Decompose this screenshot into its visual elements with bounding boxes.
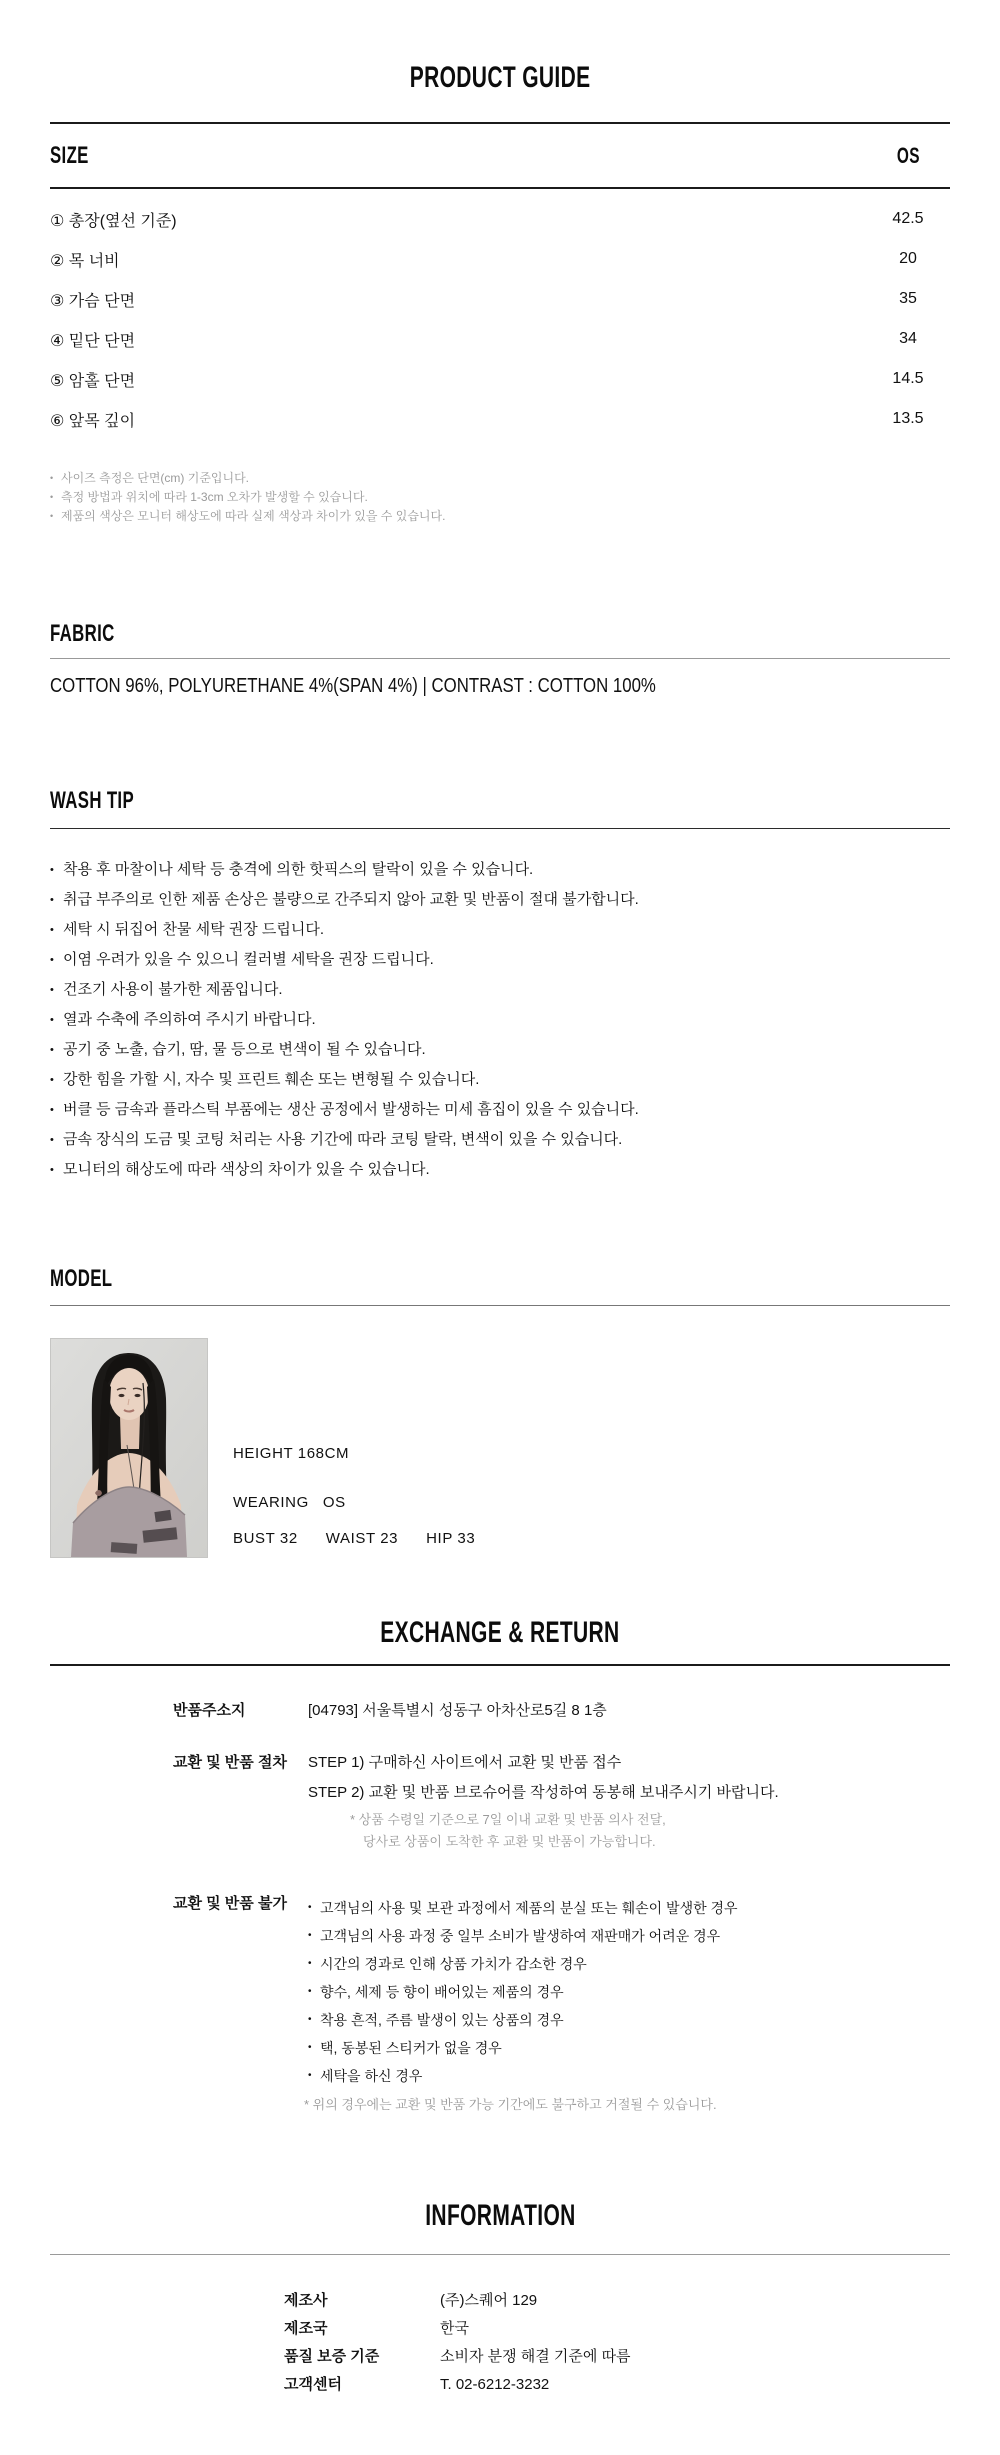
wash-tip-item: • 세탁 시 뒤집어 찬물 세탁 권장 드립니다. [50,915,950,945]
wash-tip-item: • 강한 힘을 가할 시, 자수 및 프린트 훼손 또는 변형될 수 있습니다. [50,1065,950,1095]
size-table-header [50,122,950,189]
model-hip: HIP 33 [426,1530,476,1547]
size-table [50,122,950,526]
size-note: • 사이즈 측정은 단면(cm) 기준입니다. [50,469,950,488]
size-row-label: ④ 밑단 단면 [50,332,136,350]
size-row-label: ⑤ 암홀 단면 [50,372,136,390]
model-wearing: WEARING OS [233,1494,346,1511]
info-row-label: 품질 보증 기준 [284,2348,380,2365]
exchange-procedure-row [50,1753,950,1853]
model-waist: WAIST 23 [325,1530,399,1547]
size-row-label: ③ 가슴 단면 [50,292,136,310]
info-row-value: 소비자 분쟁 해결 기준에 따름 [440,2348,631,2365]
information-heading: INFORMATION [424,2199,576,2232]
exchange-restriction-row [50,1894,950,2116]
info-row-value: (주)스퀘어 129 [440,2292,538,2309]
size-row [50,279,950,319]
size-notes [50,469,950,526]
size-row-value: 34 [899,330,917,347]
divider [50,1305,950,1306]
fabric-heading: FABRIC [50,620,115,647]
wash-tip-item: • 취급 부주의로 인한 제품 손상은 불량으로 간주되지 않아 교환 및 반품이 절대 불가합니다. [50,885,950,915]
wash-tip-section [50,787,950,1185]
size-row-value: 42.5 [892,210,924,227]
size-table-body [50,189,950,439]
fabric-section [50,620,950,699]
model-photo [50,1338,208,1558]
info-row [50,2287,950,2315]
size-note: • 제품의 색상은 모니터 해상도에 따라 실제 색상과 차이가 있을 수 있습니다. [50,507,950,526]
exchange-restriction-note: * 위의 경우에는 교환 및 반품 가능 기간에도 불구하고 거절될 수 있습니다. [304,2097,717,2112]
information-rows [50,2287,950,2399]
size-row-value: 20 [899,250,917,267]
size-row-value: 14.5 [892,370,924,387]
info-row [50,2371,950,2399]
info-row-value: T. 02-6212-3232 [440,2376,550,2393]
exchange-restriction-item: • 택, 동봉된 스티커가 없을 경우 [308,2034,950,2062]
size-row-label: ② 목 너비 [50,252,120,270]
exchange-procedure-label: 교환 및 반품 절차 [173,1754,287,1771]
exchange-restriction-list [308,1894,950,2090]
wash-tip-item: • 버클 등 금속과 플라스틱 부품에는 생산 공정에서 발생하는 미세 흠집이 있을 수 있습니다. [50,1095,950,1125]
size-row [50,239,950,279]
page-title-text: PRODUCT GUIDE [409,61,591,94]
size-note: • 측정 방법과 위치에 따라 1-3cm 오차가 발생할 수 있습니다. [50,488,950,507]
model-heading: MODEL [50,1265,113,1292]
info-row-label: 제조사 [284,2292,328,2309]
exchange-restriction-item: • 착용 흔적, 주름 발생이 있는 상품의 경우 [308,2006,950,2034]
size-col-label: SIZE [50,141,89,169]
wash-tip-item: • 건조기 사용이 불가한 제품입니다. [50,975,950,1005]
exchange-step: STEP 2) 교환 및 반품 브로슈어를 작성하여 동봉해 보내주시기 바랍니다. [308,1784,779,1801]
size-row-label: ① 총장(옆선 기준) [50,212,177,230]
wash-tip-item: • 착용 후 마찰이나 세탁 등 충격에 의한 핫픽스의 탈락이 있을 수 있습니다. [50,855,950,885]
exchange-restriction-item: • 시간의 경과로 인해 상품 가치가 감소한 경우 [308,1950,950,1978]
exchange-address-row [50,1701,950,1721]
fabric-content: COTTON 96%, POLYURETHANE 4%(SPAN 4%) | CONTRAST : COTTON 100% [50,675,656,697]
wash-tip-list [50,855,950,1185]
exchange-restriction-label: 교환 및 반품 불가 [173,1895,287,1912]
model-measurements [233,1529,475,1549]
info-row-value: 한국 [440,2320,469,2337]
wash-tip-item: • 모니터의 해상도에 따라 색상의 차이가 있을 수 있습니다. [50,1155,950,1185]
wash-tip-heading: WASH TIP [50,787,135,814]
info-row-label: 고객센터 [284,2376,342,2393]
exchange-address-value: [04793] 서울특별시 성동구 아차산로5길 8 1층 [308,1702,607,1719]
model-height: HEIGHT 168CM [233,1445,350,1462]
exchange-restriction-item: • 세탁을 하신 경우 [308,2062,950,2090]
info-row [50,2343,950,2371]
size-row [50,199,950,239]
page-title [50,0,950,96]
model-bust: BUST 32 [233,1530,298,1547]
divider [50,658,950,659]
exchange-address-label: 반품주소지 [173,1702,246,1719]
size-row [50,399,950,439]
divider [50,2254,950,2255]
size-row-label: ⑥ 앞목 깊이 [50,412,136,430]
exchange-procedure-note: * 상품 수령일 기준으로 7일 이내 교환 및 반품 의사 전달, [350,1812,666,1827]
divider [50,828,950,829]
model-section [50,1265,950,1558]
exchange-section [50,1616,950,2116]
size-col-os: OS [896,142,920,168]
wash-tip-item: • 이염 우려가 있을 수 있으니 컬러별 세탁을 권장 드립니다. [50,945,950,975]
divider [50,1664,950,1666]
exchange-restriction-item: • 고객님의 사용 과정 중 일부 소비가 발생하여 재판매가 어려운 경우 [308,1922,950,1950]
information-section [50,2198,950,2399]
size-row [50,319,950,359]
exchange-restriction-item: • 고객님의 사용 및 보관 과정에서 제품의 분실 또는 훼손이 발생한 경우 [308,1894,950,1922]
info-row-label: 제조국 [284,2320,328,2337]
wash-tip-item: • 금속 장식의 도금 및 코팅 처리는 사용 기간에 따라 코팅 탈락, 변색이 있을 수 있습니다. [50,1125,950,1155]
size-row-value: 35 [899,290,917,307]
wash-tip-item: • 열과 수축에 주의하여 주시기 바랍니다. [50,1005,950,1035]
exchange-procedure-notes [350,1809,950,1853]
size-row-value: 13.5 [892,410,924,427]
size-row [50,359,950,399]
model-info [208,1338,475,1558]
info-row [50,2315,950,2343]
exchange-step: STEP 1) 구매하신 사이트에서 교환 및 반품 접수 [308,1754,622,1771]
exchange-heading: EXCHANGE & RETURN [380,1616,620,1649]
exchange-restriction-item: • 향수, 세제 등 향이 배어있는 제품의 경우 [308,1978,950,2006]
exchange-procedure-note: 당사로 상품이 도착한 후 교환 및 반품이 가능합니다. [363,1834,656,1849]
wash-tip-item: • 공기 중 노출, 습기, 땀, 물 등으로 변색이 될 수 있습니다. [50,1035,950,1065]
